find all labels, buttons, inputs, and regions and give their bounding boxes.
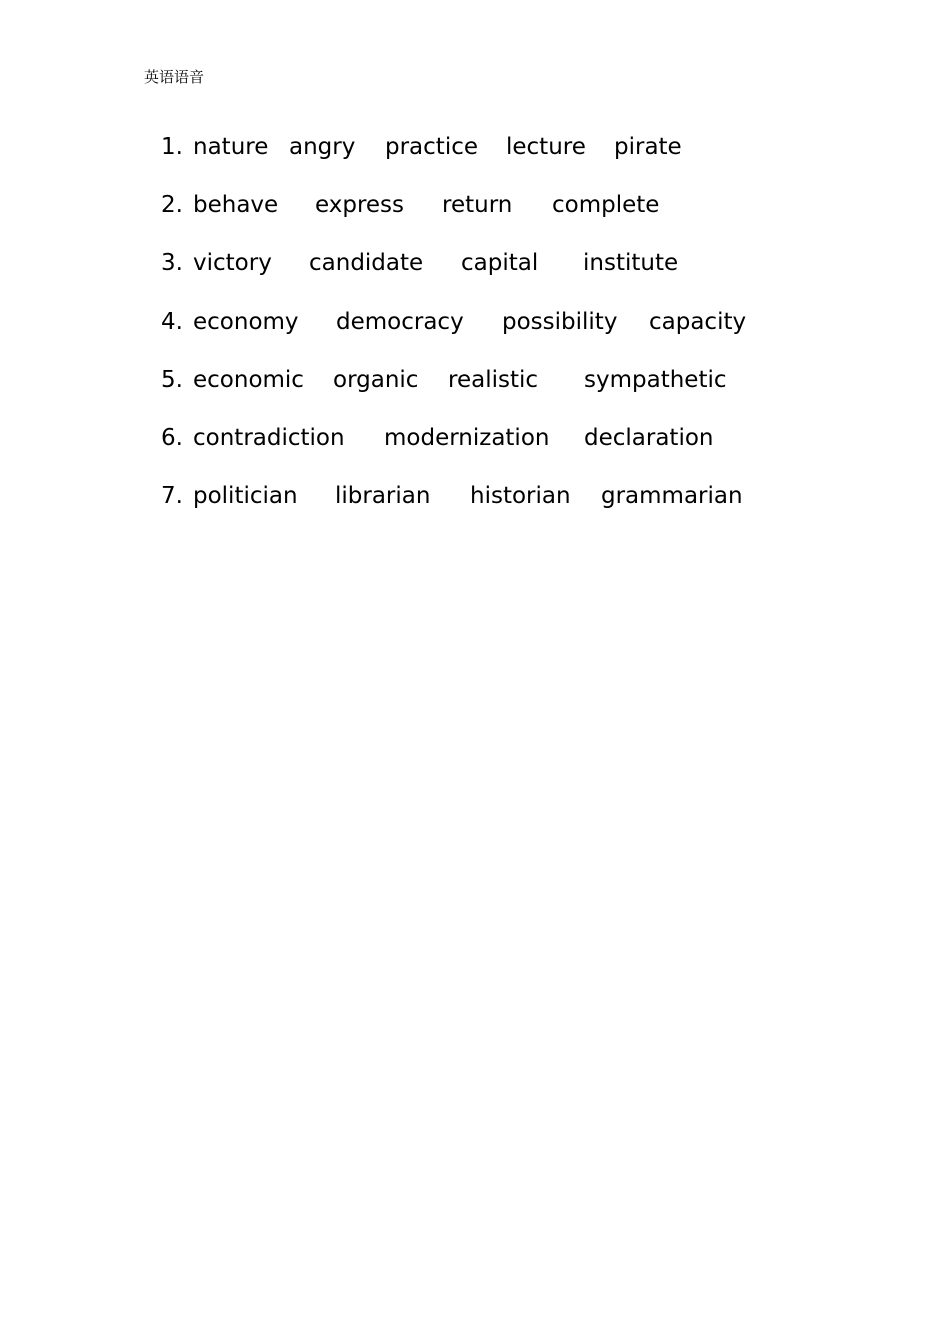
- word: practice: [385, 134, 478, 160]
- word: pirate: [614, 134, 682, 160]
- row-number: 3.: [161, 250, 183, 277]
- word-list: [161, 130, 881, 537]
- word-row-1: [161, 130, 881, 188]
- word: lecture: [506, 134, 586, 160]
- word-row-3: [161, 246, 881, 304]
- word: victory: [193, 250, 272, 277]
- word: economy: [193, 308, 299, 335]
- word: nature: [193, 134, 269, 160]
- page-header: 英语语音: [144, 68, 205, 86]
- word-row-6: [161, 421, 881, 479]
- row-number: 7.: [161, 483, 183, 510]
- word: behave: [193, 192, 279, 219]
- word-row-4: [161, 305, 881, 363]
- word: librarian: [335, 483, 431, 510]
- word: modernization: [384, 424, 550, 451]
- word: complete: [552, 192, 660, 219]
- row-number: 4.: [161, 308, 183, 335]
- word: organic: [333, 366, 419, 393]
- row-number: 5.: [161, 366, 183, 393]
- word: historian: [470, 483, 571, 510]
- row-number: 6.: [161, 424, 183, 451]
- word-row-7: [161, 479, 881, 537]
- word: grammarian: [601, 483, 743, 510]
- word: declaration: [584, 424, 714, 451]
- word: institute: [583, 250, 679, 277]
- word-row-2: [161, 188, 881, 246]
- word: sympathetic: [584, 366, 727, 393]
- word-row-5: [161, 363, 881, 421]
- word: express: [315, 192, 405, 219]
- word: angry: [289, 134, 356, 160]
- word: economic: [193, 366, 304, 393]
- word: capacity: [649, 308, 747, 335]
- word: candidate: [309, 250, 424, 277]
- word: contradiction: [193, 424, 345, 451]
- word: realistic: [448, 366, 539, 393]
- word: return: [442, 192, 513, 219]
- row-number: 2.: [161, 192, 183, 219]
- row-number: 1.: [161, 134, 183, 160]
- word: politician: [193, 483, 298, 510]
- word: possibility: [502, 308, 618, 335]
- word: democracy: [336, 308, 464, 335]
- word: capital: [461, 250, 539, 277]
